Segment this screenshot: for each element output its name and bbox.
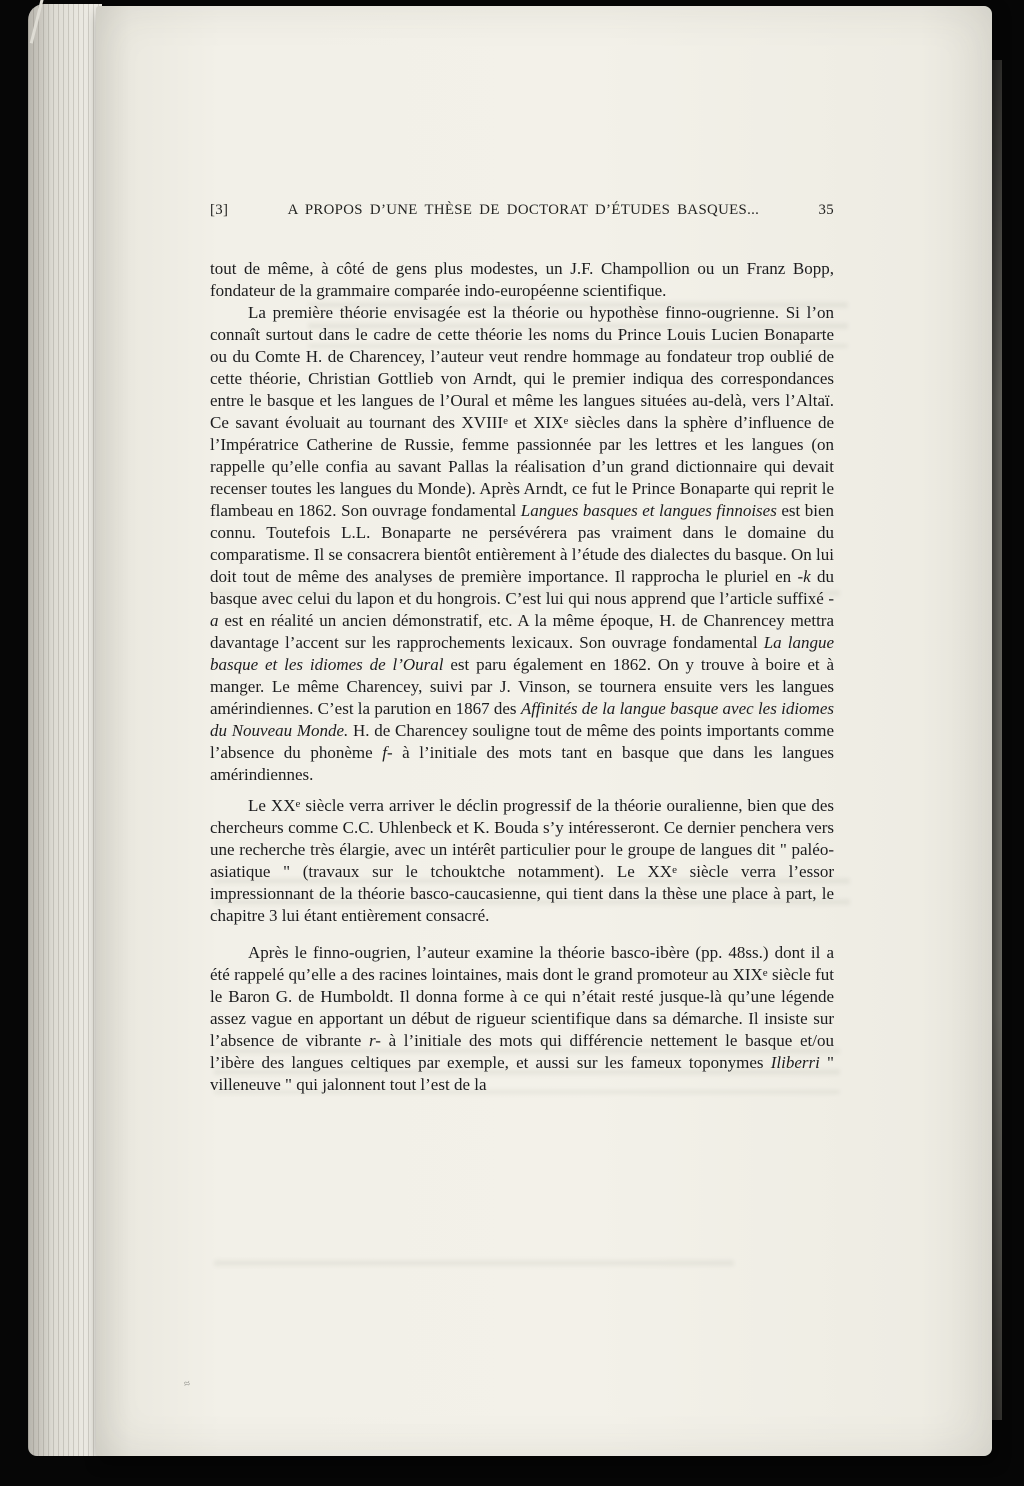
text-segment: siècle fut le Baron G. de Humboldt. Il donna forme à ce qui n’était resté jusque-là qu’une légende assez vague en apportant un début de rigueur scientifique dans sa démarche. Il insiste sur l’absence de vibrante — [210, 965, 834, 1050]
page-body — [210, 258, 834, 1096]
italic-text: -k — [797, 567, 811, 586]
italic-text: Iliberri — [770, 1053, 820, 1072]
text-segment: Après le finno-ougrien, l’auteur examine la théorie basco-ibère (pp. 48ss.) dont il a été rappelé qu’elle a des racines lointaines, mais dont le grand promoteur au XIX — [210, 943, 834, 984]
running-header — [210, 202, 834, 219]
text-segment: siècles dans la sphère d’influence de l’Impératrice Catherine de Russie, femme passionnée par les lettres et les langues (on rappelle qu’elle confia au savant Pallas la réalisation d’un grand dictionnaire qui devait recenser toutes les langues du Monde). Après Arndt, ce fut le Prince Bonaparte qui reprit le flambeau en 1862. Son ouvrage fondamental — [210, 413, 835, 520]
text-segment: et XIX — [507, 413, 564, 432]
text-segment: tout de même, à côté de gens plus modestes, un J.F. Champollion ou un Franz Bopp, fondateur de la grammaire comparée indo-européenne scientifique. — [210, 259, 834, 300]
italic-text: -a — [210, 589, 834, 630]
italic-text: La langue basque et les idiomes de l’Oural — [210, 633, 834, 674]
pencil-mark: ≈ — [182, 1377, 192, 1391]
text-segment: siècle verra l’essor impressionnant de la théorie basco-caucasienne, qui tient dans la thèse une place à part, le chapitre 3 lui étant entièrement consacré. — [210, 862, 834, 925]
text-segment: est paru également en 1862. On y trouve à boire et à manger. Le même Charencey, suivi par J. Vinson, se tournera ensuite vers les langues amérindiennes. C’est la parution en 1867 des — [210, 655, 834, 718]
text-segment: du basque avec celui du lapon et du hongrois. C’est lui qui nous apprend que l’article suffixé — [210, 567, 834, 608]
text-segment: Le XX — [248, 796, 296, 815]
text-segment: H. de Charencey souligne tout de même des points importants comme l’absence du phonème — [210, 721, 834, 762]
superscript: e — [563, 415, 569, 427]
text-segment: " villeneuve " qui jalonnent tout l’est de la — [210, 1053, 834, 1094]
superscript: e — [295, 798, 301, 810]
paragraph — [210, 942, 834, 1096]
paragraph — [210, 302, 834, 786]
paragraph — [210, 258, 834, 302]
italic-text: f- — [382, 743, 393, 762]
text-segment: à l’initiale des mots qui différencie nettement le basque et/ou l’ibère des langues celtiques par exemple, et aussi sur les fameux toponymes — [210, 1031, 834, 1072]
italic-text: Affinités de la langue basque avec les idiomes du Nouveau Monde. — [210, 699, 834, 740]
text-segment: est en réalité un ancien démonstratif, etc. A la même époque, H. de Chanrencey mettra davantage l’accent sur les rapprochements lexicaux. Son ouvrage fondamental — [210, 611, 834, 652]
text-block — [210, 202, 834, 1096]
page-stack-right — [992, 60, 1002, 1420]
superscript: e — [672, 864, 677, 876]
running-title: A PROPOS D’UNE THÈSE DE DOCTORAT D’ÉTUDES BASQUES... — [287, 202, 760, 218]
superscript: e — [762, 967, 768, 979]
paragraph — [210, 795, 834, 927]
text-segment: La première théorie envisagée est la théorie ou hypothèse finno-ougrienne. Si l’on connaît surtout dans le cadre de cette théorie les noms du Prince Louis Lucien Bonaparte ou du Comte H. de Charencey, l’auteur veut rendre hommage au fondateur trop oublié de cette théorie, Christian Gottlieb von Arndt, qui le premier indiqua des correspondances entre le basque et les langues de l’Oural et même les langues situées au-delà, vers l’Altaï. Ce savant évoluait au tournant des XVIII — [210, 303, 834, 432]
page-number: 35 — [818, 202, 834, 218]
text-segment: à l’initiale des mots tant en basque que dans les langues amérindiennes. — [210, 743, 835, 784]
italic-text: r- — [368, 1031, 381, 1050]
italic-text: Langues basques et langues finnoises — [520, 501, 777, 520]
book-page — [96, 6, 992, 1456]
bleed-through-text — [214, 1260, 734, 1280]
text-segment: est bien connu. Toutefois L.L. Bonaparte ne persévérera pas vraiment dans le domaine du comparatisme. Il se consacrera bientôt entièrement à l’étude des dialectes du basque. On lui doit tout de même des analyses de première importance. Il rapprocha le pluriel en — [210, 501, 835, 586]
page-stack-left — [28, 4, 102, 1456]
section-ref: [3] — [210, 202, 229, 218]
superscript: e — [503, 415, 508, 427]
text-segment: siècle verra arriver le déclin progressif de la théorie ouralienne, bien que des chercheurs comme C.C. Uhlenbeck et K. Bouda s’y intéresseront. Ce dernier penchera vers une recherche très élargie, avec un intérêt particulier pour le groupe de langues dit " paléo-asiatique " (travaux sur le tchouktche notamment). Le XX — [210, 796, 834, 881]
